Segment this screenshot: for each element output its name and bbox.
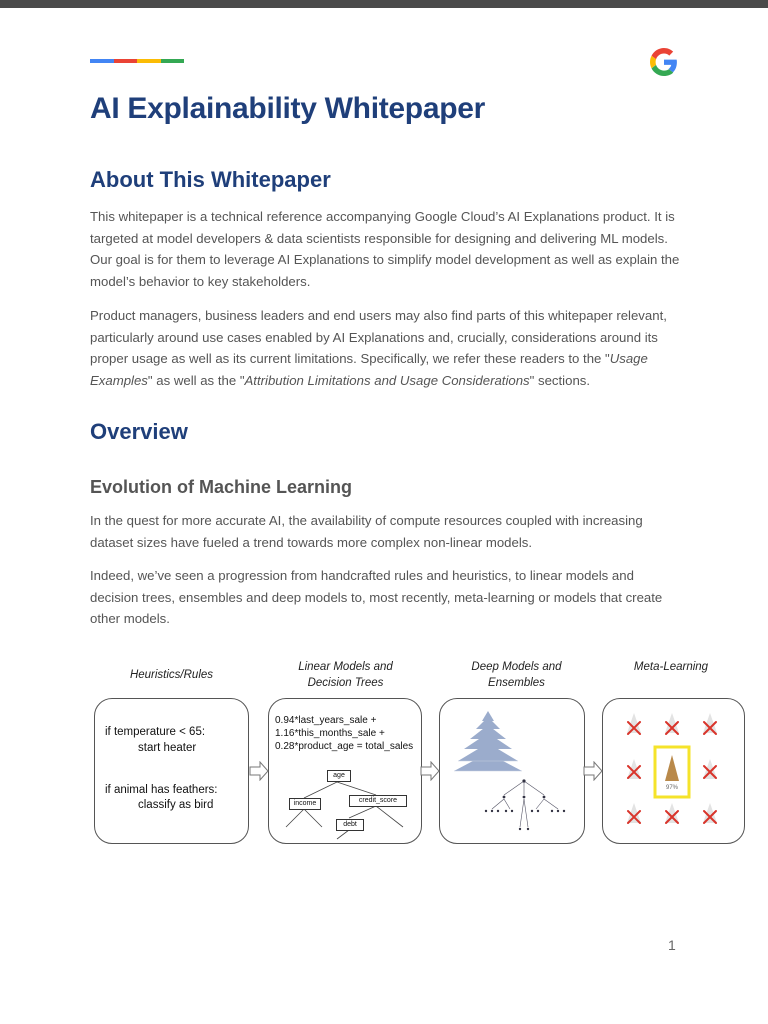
linear-panel xyxy=(268,698,422,844)
arrow-right-icon xyxy=(583,761,603,781)
about-p2-text-start: Product managers, business leaders and end users may also find parts of this whitepaper relevant, particularly around use cases enabled by AI Explanations and, crucially, considerations around its proper usage as well as its current limitations. Specifically, we refer these readers to the " xyxy=(90,308,667,366)
brand-color-blue xyxy=(90,59,114,63)
tree-node-debt: debt xyxy=(336,819,364,831)
arrow-right-icon xyxy=(249,761,269,781)
overview-paragraph-2: Indeed, we’ve seen a progression from handcrafted rules and heuristics, to linear models and decision trees, ensembles and deep models to, most recently, meta-learning or models that create other models. xyxy=(90,568,663,626)
meta-learning-grid xyxy=(603,699,746,845)
brand-color-green xyxy=(161,59,185,63)
about-p2-text-mid: " as well as the " xyxy=(147,372,245,388)
linear-label-line-2: Decision Trees xyxy=(307,677,384,689)
overview-heading: Overview xyxy=(90,419,188,444)
evolution-subheading: Evolution of Machine Learning xyxy=(90,477,353,497)
about-p2-emphasis-attribution-limitations: Attribution Limitations and Usage Considerations xyxy=(244,372,530,388)
deep-models-panel xyxy=(439,698,585,844)
about-heading: About This Whitepaper xyxy=(90,167,331,192)
overview-paragraph-1: In the quest for more accurate AI, the availability of compute resources coupled with increasing dataset sizes have fueled a trend towards more complex non-linear models. xyxy=(90,513,643,550)
meta-label: Meta-Learning xyxy=(633,661,709,673)
heuristics-panel xyxy=(94,698,249,844)
linear-equation-line-3: 0.28*product_age = total_sales xyxy=(275,741,414,752)
deep-label-line-2: Ensembles xyxy=(488,677,545,689)
document-title: AI Explainability Whitepaper xyxy=(90,92,486,125)
linear-label-line-1: Linear Models and xyxy=(298,661,393,673)
rule-1-condition: if temperature < 65: xyxy=(105,726,206,738)
tree-node-credit-score: credit_score xyxy=(349,795,407,807)
rule-2-condition: if animal has feathers: xyxy=(105,784,218,796)
heuristics-label: Heuristics/Rules xyxy=(129,669,214,681)
brand-color-bar xyxy=(90,59,184,63)
arrow-right-icon xyxy=(420,761,440,781)
meta-best-model-score: 97% xyxy=(666,785,679,791)
rule-1-action: start heater xyxy=(138,742,197,754)
deep-network-illustration xyxy=(440,699,586,845)
google-g-logo xyxy=(650,48,678,76)
about-p2-emphasis-usage-examples: Usage Examples xyxy=(90,351,648,388)
about-p2-text-end: " sections. xyxy=(529,372,591,388)
tree-node-age: age xyxy=(327,770,351,782)
linear-label xyxy=(268,659,423,691)
rule-2-action: classify as bird xyxy=(138,799,214,811)
deep-label-line-1: Deep Models and xyxy=(471,661,562,673)
about-paragraph-1: This whitepaper is a technical reference accompanying Google Cloud’s AI Explanations product. It is targeted at model developers & data scientists responsible for designing and delivering ML models. Our goal is for them to leverage AI Explanations to simplify model development as well as explain the model’s behavior to key stakeholders. xyxy=(90,209,680,289)
tree-node-income: income xyxy=(289,798,321,810)
linear-equation-line-1: 0.94*last_years_sale + xyxy=(275,715,377,726)
page-number: 1 xyxy=(668,937,676,953)
about-paragraph-2 xyxy=(90,305,680,391)
brand-color-yellow xyxy=(137,59,161,63)
deep-label xyxy=(439,659,594,691)
brand-color-red xyxy=(114,59,138,63)
linear-equation-line-2: 1.16*this_months_sale + xyxy=(275,728,385,739)
top-bar xyxy=(0,0,768,8)
meta-learning-panel xyxy=(602,698,745,844)
